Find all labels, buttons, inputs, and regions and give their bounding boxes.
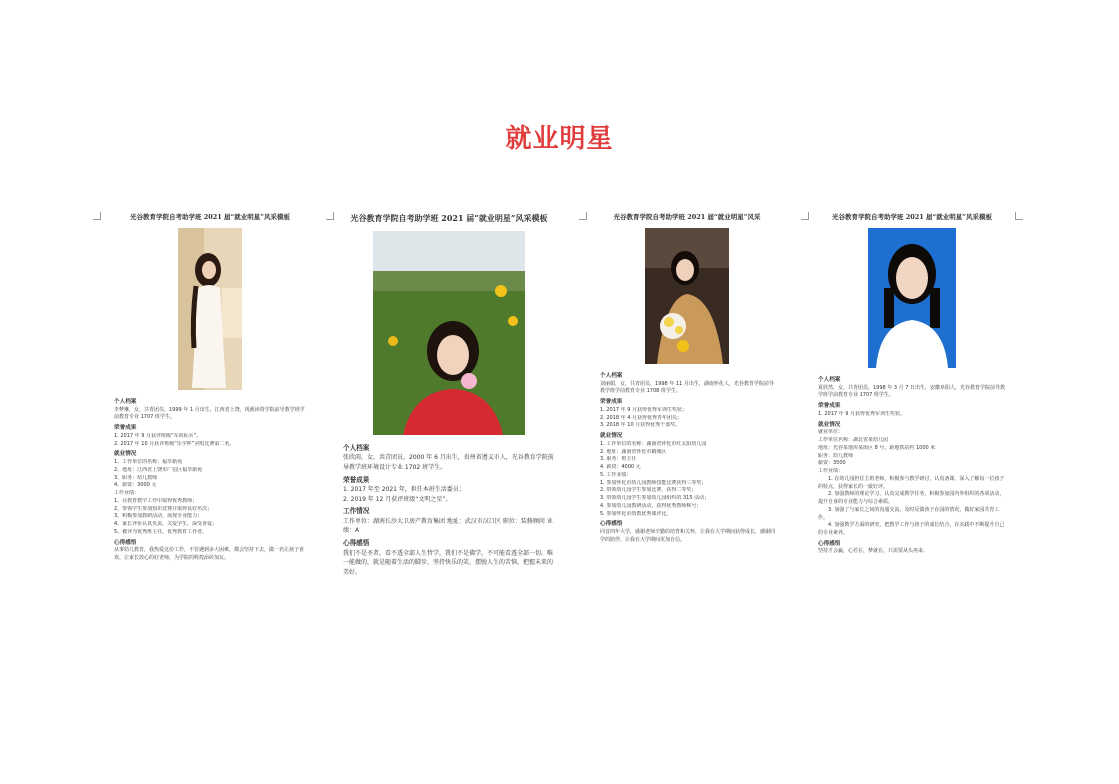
profile-text: 张欣雨，女，共青团员，2000 年 6 月出生，贵州省遵义市人，光谷教育学院前导教学班环境设计专业 1702 班学生。 [343,454,554,471]
card-title: 光谷教育学院自考助学班 2021 届“就业明星”风采模板 [129,213,291,221]
work-item: 4、家长评价认真负责，关爱学生，深受喜爱； [114,521,218,528]
work-item: 职务：幼儿教师 [818,452,854,459]
work-item: 地址：光谷某地块某街区 8 号，距地铁站约 1000 米 [818,444,936,451]
motto-text: 回首四年大学，感谢老师辛勤的培育和关怀，让我在大学期间获得成长，感谢同学的陪伴，让我在大学期间更加自信。 [600,528,776,543]
work-item: 工作业绩： [114,490,140,497]
honor-item: 1. 2017 年 9 月获评班级“军训标兵”。 [114,432,202,439]
work-item: 3、职务：幼儿教师 [114,474,158,481]
work-item: 3、积极参加教研活动，展现专业能力； [114,513,203,520]
honor-item: 1. 2017 年至 2021 年，担任本班生活委员； [343,486,465,494]
work-item: 工作单位名称：湖北省某幼儿园 [818,437,889,444]
profile-card-2 [333,212,565,604]
crop-mark [579,212,587,220]
work-item: 2. 地址：湖南省怀化市鹤城区 [600,448,667,455]
motto-heading: 心得感悟 [818,540,841,547]
photo-girl-sunflower-field [373,231,525,435]
profile-heading: 个人档案 [600,373,623,380]
work-item: 4、薪资：3000 元 [114,482,157,489]
honor-item: 2. 2017 年 10 月获评班级“乐学杯”舍唱比赛第二名。 [114,440,235,447]
profile-card-4 [808,212,1016,604]
motto-text: 我们不是圣者，看不透全部人生哲学，我们不是佛学，不可能看透全部一切。唯一能做的，就是随着生活的脚步，坚持快乐的笑，摆脱人生的苦恼，把握未来的美好。 [343,549,554,576]
page-title: 就业明星 [505,124,614,154]
profile-card-1 [100,212,320,604]
honor-item: 2. 2018 年 4 月获得优秀青年团员； [600,414,683,421]
student-photo [868,228,956,368]
honors-heading: 荣誉成果 [114,425,137,432]
profile-heading: 个人档案 [114,399,137,406]
honor-item: 3. 2018 年 10 月获得优秀干部奖。 [600,422,681,429]
photo-girl-id-portrait [868,228,956,368]
work-item: 1. 参加怀化市幼儿园教师技能比赛获得三等奖； [600,479,707,486]
card-title: 光谷教育学院自考助学班 2021 届“就业明星”风采模板 [350,213,548,223]
work-heading: 工作情况 [343,507,370,516]
work-item: 工作业绩： [818,468,844,475]
work-heading: 就业情况 [600,433,623,440]
card-title: 光谷教育学院自考助学班 2021 届“就业明星”风采 [613,213,761,221]
crop-mark [1015,212,1023,220]
work-item: 1、在教育教学工作中取得优秀教师； [114,497,198,504]
card-title: 光谷教育学院自考助学班 2021 届“就业明星”风采模板 [831,213,993,221]
work-item: 2、带领学生参加知识竞赛并取得良好名次； [114,505,213,512]
honor-item: 2. 2019 年 12 月获评班级“文明之星”。 [343,495,452,503]
work-paragraph: 2. 加强教师的理论学习，认真完成教学任务，积极参加园内外组织的各项活动，提升自身的专业能力与综合素质。 [818,491,1005,506]
student-photo [373,231,525,435]
work-item: 薪资：3500 [818,460,846,467]
motto-text: 从事幼儿教育，我热爱这份工作，不管遇到多大困难，都会坚持下去，做一名让孩子喜欢、让家长放心的好老师，为学院的辉煌添砖加瓦。 [114,547,305,561]
profile-text: 夏欣然，女，共青团员，1998 年 3 月 7 日出生，安徽阜阳人，光谷教育学院前导教学班学前教育专业 1707 班学生。 [818,384,1006,399]
work-item: 2、地址：江西省上饶市广信区福萃新苑 [114,466,203,473]
profile-card-3 [586,212,788,604]
profile-heading: 个人档案 [818,377,841,384]
crop-mark [93,212,101,220]
work-item: 5、被评为优秀班主任，优秀教育工作者。 [114,528,208,535]
work-item: 2. 带领幼儿园学生参加比赛，获得二等奖； [600,487,697,494]
work-item: 就业单位： [818,429,844,436]
photo-girl-flowers [645,228,729,364]
crop-mark [801,212,809,220]
work-item: 4. 薪资：4000 元 [600,464,641,471]
honors-heading: 荣誉成果 [600,399,623,406]
motto-heading: 心得感悟 [343,539,370,547]
work-heading: 就业情况 [818,421,841,428]
work-paragraph: 3. 加强了与家长之间的沟通交流，及时反馈孩子在园的情况，做好家园共育工作。 [818,506,1000,521]
profile-text: 刘丽娟，女，共青团员，1998 年 11 月出生，湖南怀化人，光谷教育学院前导教学班学前教育专业 1708 班学生。 [600,380,774,395]
work-paragraph: 4. 加强教学方面的研究，把教学工作与孩子的成长结合，在实践中不断提升自己的专业素养。 [818,522,1005,537]
photo-girl-white-dress [178,228,242,390]
crop-mark [326,212,334,220]
work-item: 5. 参加怀化市幼教优秀课评比。 [600,510,672,517]
work-item: 3. 职务：班主任 [600,456,637,463]
work-paragraph: 1. 在幼儿园担任主班老师，积极参与教学研讨，认真备课，深入了解每一位孩子的特点，获得家长的一致好评。 [818,475,1005,490]
honors-heading: 荣誉成果 [343,475,370,484]
work-item: 3. 带领幼儿园学生参加幼儿园组织的 315 活动； [600,495,710,502]
work-heading: 就业情况 [114,451,137,458]
motto-heading: 心得感悟 [600,521,623,528]
honor-item: 1. 2017 年 9 月获得优秀军训生奖状； [600,406,688,413]
work-item: 1. 工作单位的名称：湖南省怀化市红太阳幼儿园 [600,440,707,447]
profile-text: 李梦琳，女，共青团员，1999 年 1 月出生，江西省上饶，现就读资学院前导教学班学前教育专业 1707 班学生。 [114,406,305,421]
motto-text: 坚持才会赢，心若在，梦就在，只需要从头再来。 [818,548,929,555]
honors-heading: 荣誉成果 [818,403,841,410]
student-photo [178,228,242,390]
work-item: 5. 工作业绩： [600,471,632,478]
honor-item: 1. 2017 年 9 月获得优秀军训生奖状。 [818,410,906,417]
work-item: 1、工作单位的名称：福萃新苑 [114,459,183,466]
profile-heading: 个人档案 [343,443,370,452]
work-item: 4. 参加幼儿园教研活动，获得优秀教师称号； [600,502,702,509]
student-photo [645,228,729,364]
motto-heading: 心得感悟 [114,539,137,546]
work-item: 工作单位：湖南长沙大卫房产教育集团 地址：武汉市汉口区 职位：装修顾问 业绩：A [343,517,553,535]
